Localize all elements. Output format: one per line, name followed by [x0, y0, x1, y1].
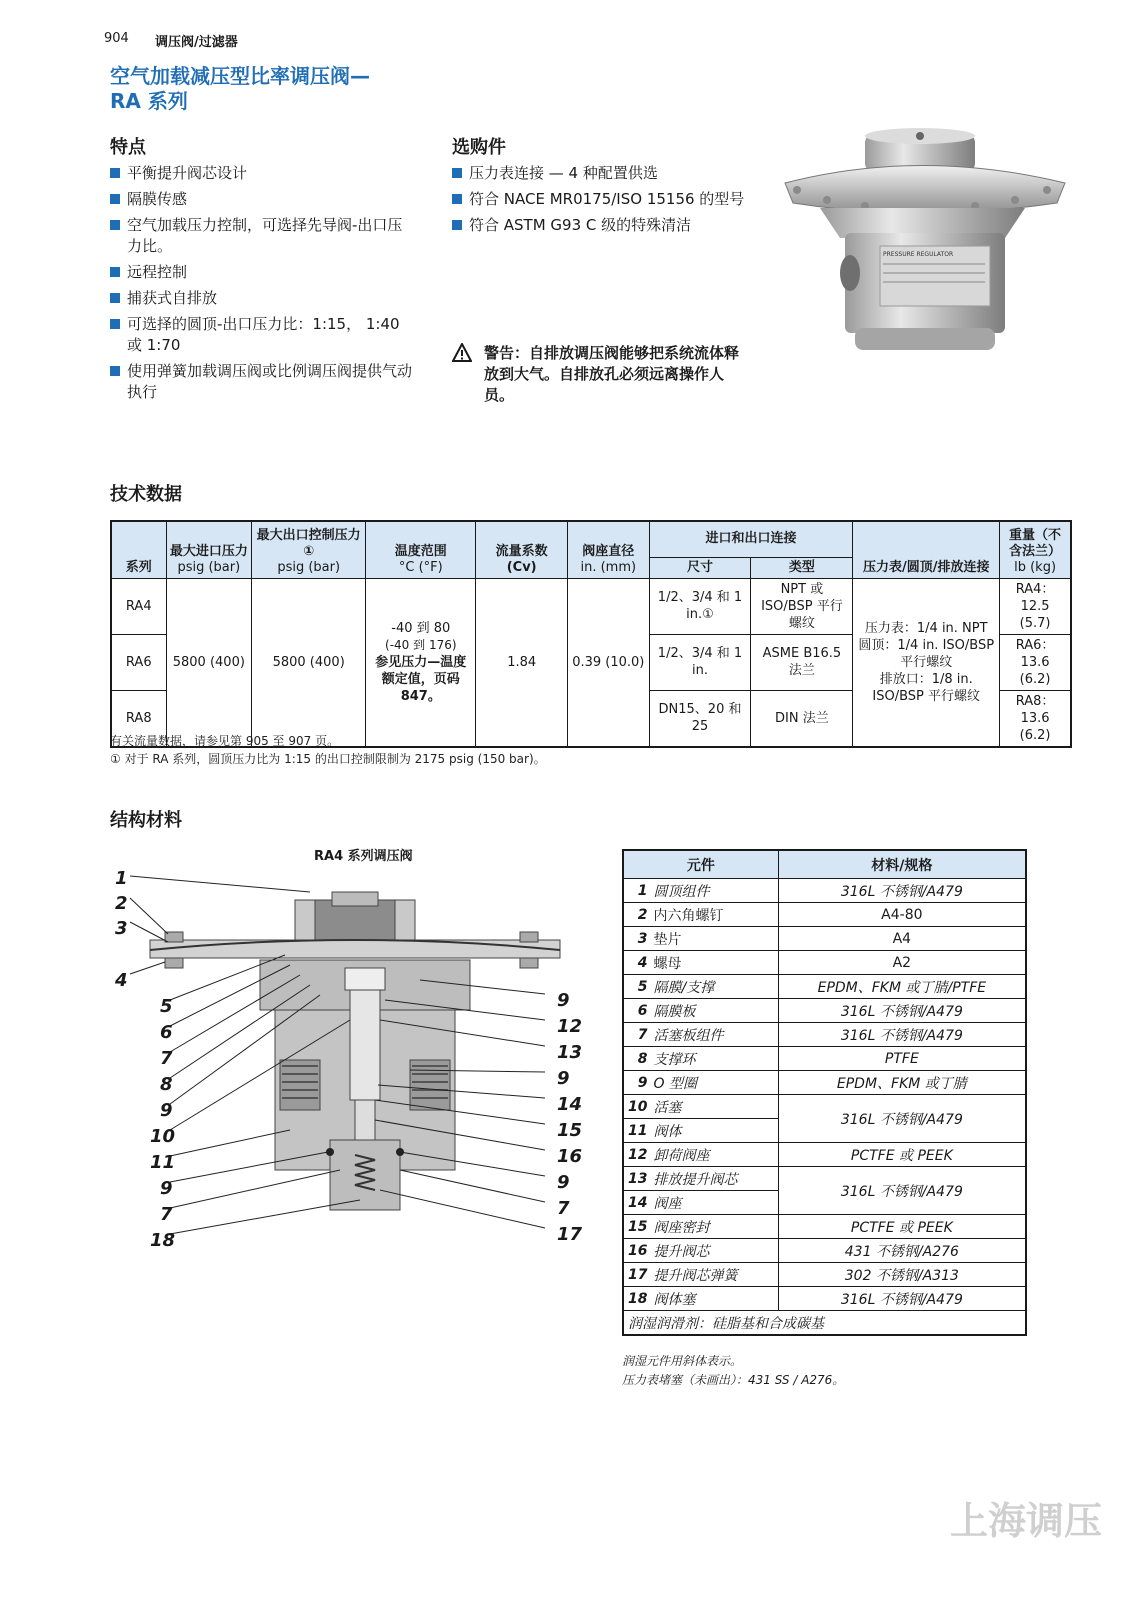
features-list — [110, 163, 415, 408]
cell-weight: RA6：13.6 (6.2) — [1000, 634, 1071, 690]
cell-size: DN15、20 和 25 — [649, 690, 751, 747]
callout-3: 3 — [115, 918, 128, 939]
option-item: 符合 NACE MR0175/ISO 15156 的型号 — [452, 189, 782, 210]
table-row: 13 排放提升阀芯 316L 不锈钢/A479 — [623, 1167, 1026, 1191]
table-row: 6 隔膜板 316L 不锈钢/A479 — [623, 999, 1026, 1023]
wetted-note: 润湿元件用斜体表示。 — [622, 1354, 743, 1368]
lubricant-row: 润湿润滑剂：硅脂基和合成碳基 — [623, 1311, 1026, 1336]
bullet-square-icon — [452, 220, 462, 230]
table-row: 14 阀座 — [623, 1191, 1026, 1215]
cell-weight: RA8：13.6 (6.2) — [1000, 690, 1071, 747]
bullet-square-icon — [110, 267, 120, 277]
callout-15: 15 — [557, 1120, 583, 1141]
callout-4: 4 — [115, 970, 128, 991]
cell-max-inlet: 5800 (400) — [166, 578, 252, 747]
cell-max-outlet: 5800 (400) — [252, 578, 366, 747]
cell-series: RA4 — [111, 578, 166, 634]
callout-9: 9 — [160, 1100, 173, 1121]
page-number: 904 — [104, 31, 129, 46]
table-row: 4 螺母 A2 — [623, 951, 1026, 975]
cell-type: NPT 或 ISO/BSP 平行螺纹 — [751, 578, 853, 634]
callout-16: 16 — [557, 1146, 583, 1167]
feature-item: 可选择的圆顶-出口压力比：1:15， 1:40 或 1:70 — [110, 314, 415, 356]
bullet-square-icon — [110, 319, 120, 329]
feature-item: 空气加载压力控制，可选择先导阀-出口压力比。 — [110, 215, 415, 257]
warning-box — [452, 343, 752, 406]
table-row: 16 提升阀芯 431 不锈钢/A276 — [623, 1239, 1026, 1263]
cell-type: DIN 法兰 — [751, 690, 853, 747]
table-row: 3 垫片 A4 — [623, 927, 1026, 951]
callout-14: 14 — [557, 1094, 583, 1115]
feature-item: 使用弹簧加载调压阀或比例调压阀提供气动执行 — [110, 361, 415, 403]
option-item: 压力表连接 — 4 种配置供选 — [452, 163, 782, 184]
cell-cv: 1.84 — [476, 578, 568, 747]
tech-heading: 技术数据 — [110, 484, 182, 505]
regulator-cross-section — [110, 870, 600, 1270]
callout-7: 7 — [160, 1048, 173, 1069]
flow-note: 有关流量数据，请参见第 905 至 907 页。 — [110, 734, 340, 748]
feature-item: 平衡提升阀芯设计 — [110, 163, 415, 184]
callout-18: 18 — [150, 1230, 176, 1251]
callout-13: 13 — [557, 1042, 583, 1063]
watermark: 上海调压 — [950, 1499, 1103, 1543]
bullet-square-icon — [110, 168, 120, 178]
cell-series: RA8 — [111, 690, 166, 747]
callout-8: 8 — [160, 1074, 173, 1095]
callout-12: 12 — [557, 1016, 583, 1037]
table-row: 9 O 型圈 EPDM、FKM 或丁腈 — [623, 1071, 1026, 1095]
col-connections: 进口和出口连接 — [649, 521, 853, 557]
feature-item: 捕获式自排放 — [110, 288, 415, 309]
bullet-square-icon — [110, 293, 120, 303]
options-heading: 选购件 — [452, 137, 506, 158]
cell-series: RA6 — [111, 634, 166, 690]
callout-10: 10 — [150, 1126, 176, 1147]
col-orifice: 阀座直径 in. (mm) — [568, 521, 650, 578]
col-weight: 重量（不含法兰） lb (kg) — [1000, 521, 1071, 578]
title-line-2: RA 系列 — [110, 89, 188, 113]
table-row: 12 卸荷阀座 PCTFE 或 PEEK — [623, 1143, 1026, 1167]
product-photo — [775, 128, 1075, 360]
cell-temp: -40 到 80 (-40 到 176) 参见压力—温度额定值，页码 847。 — [366, 578, 476, 747]
callout-11: 11 — [150, 1152, 176, 1173]
col-conn-size: 尺寸 — [649, 557, 751, 578]
materials-table — [622, 849, 1027, 1336]
callout-1: 1 — [115, 868, 128, 889]
table-row: 8 支撑环 PTFE — [623, 1047, 1026, 1071]
callout-17: 17 — [557, 1224, 583, 1245]
table-row: 18 阀体塞 316L 不锈钢/A479 — [623, 1287, 1026, 1311]
feature-item: 隔膜传感 — [110, 189, 415, 210]
cell-type: ASME B16.5 法兰 — [751, 634, 853, 690]
spec-table — [110, 520, 1072, 748]
page-title — [110, 64, 370, 114]
table-row: 7 活塞板组件 316L 不锈钢/A479 — [623, 1023, 1026, 1047]
table-row — [111, 578, 1071, 634]
callout-5: 5 — [160, 996, 173, 1017]
callout-6: 6 — [160, 1022, 173, 1043]
col-material: 材料/规格 — [778, 850, 1026, 879]
col-series: 系列 — [111, 521, 166, 578]
bullet-square-icon — [110, 220, 120, 230]
title-line-1: 空气加载减压型比率调压阀— — [110, 64, 370, 88]
features-heading: 特点 — [110, 137, 146, 158]
diagram-title: RA4 系列调压阀 — [314, 849, 413, 864]
cell-orifice: 0.39 (10.0) — [568, 578, 650, 747]
options-list — [452, 163, 782, 241]
option-item: 符合 ASTM G93 C 级的特殊清洁 — [452, 215, 782, 236]
bullet-square-icon — [452, 168, 462, 178]
feature-item: 远程控制 — [110, 262, 415, 283]
cell-weight: RA4：12.5 (5.7) — [1000, 578, 1071, 634]
warning-text: 警告：自排放调压阀能够把系统流体释放到大气。自排放孔必须远离操作人员。 — [484, 344, 740, 404]
callout-2: 2 — [115, 893, 128, 914]
callout-9b: 9 — [160, 1178, 173, 1199]
col-component: 元件 — [623, 850, 778, 879]
table-row: 10 活塞 316L 不锈钢/A479 — [623, 1095, 1026, 1119]
photo-label: PRESSURE REGULATOR — [883, 251, 954, 258]
warning-triangle-icon — [452, 343, 472, 363]
cell-size: 1/2、3/4 和 1 in. — [649, 634, 751, 690]
callout-9r3: 9 — [557, 1172, 570, 1193]
materials-heading: 结构材料 — [110, 810, 182, 831]
col-gauge: 压力表/圆顶/排放连接 — [853, 521, 1000, 578]
footnote: ① 对于 RA 系列，圆顶压力比为 1:15 的出口控制限制为 2175 psig (150 bar)。 — [110, 752, 546, 766]
callout-9r: 9 — [557, 990, 570, 1011]
table-row: 2 内六角螺钉 A4-80 — [623, 903, 1026, 927]
cell-gauge: 压力表：1/4 in. NPT 圆顶：1/4 in. ISO/BSP 平行螺纹 排放口：1/8 in. ISO/BSP 平行螺纹 — [853, 578, 1000, 747]
table-row: 17 提升阀芯弹簧 302 不锈钢/A313 — [623, 1263, 1026, 1287]
callout-7b: 7 — [160, 1204, 173, 1225]
bullet-square-icon — [110, 366, 120, 376]
col-max-inlet: 最大进口压力 psig (bar) — [166, 521, 252, 578]
callout-7r: 7 — [557, 1198, 570, 1219]
gauge-plug-note: 压力表堵塞（未画出）：431 SS / A276。 — [622, 1373, 845, 1387]
callout-9r2: 9 — [557, 1068, 570, 1089]
table-row: 1 圆顶组件 316L 不锈钢/A479 — [623, 879, 1026, 903]
section-title: 调压阀/过滤器 — [155, 35, 238, 50]
col-conn-type: 类型 — [751, 557, 853, 578]
bullet-square-icon — [452, 194, 462, 204]
cell-size: 1/2、3/4 和 1 in.① — [649, 578, 751, 634]
table-row: 5 隔膜/支撑 EPDM、FKM 或丁腈/PTFE — [623, 975, 1026, 999]
table-row: 11 阀体 — [623, 1119, 1026, 1143]
col-cv: 流量系数 (Cv) — [476, 521, 568, 578]
col-temp: 温度范围 °C (°F) — [366, 521, 476, 578]
bullet-square-icon — [110, 194, 120, 204]
table-row: 15 阀座密封 PCTFE 或 PEEK — [623, 1215, 1026, 1239]
col-max-outlet: 最大出口控制压力① psig (bar) — [252, 521, 366, 578]
